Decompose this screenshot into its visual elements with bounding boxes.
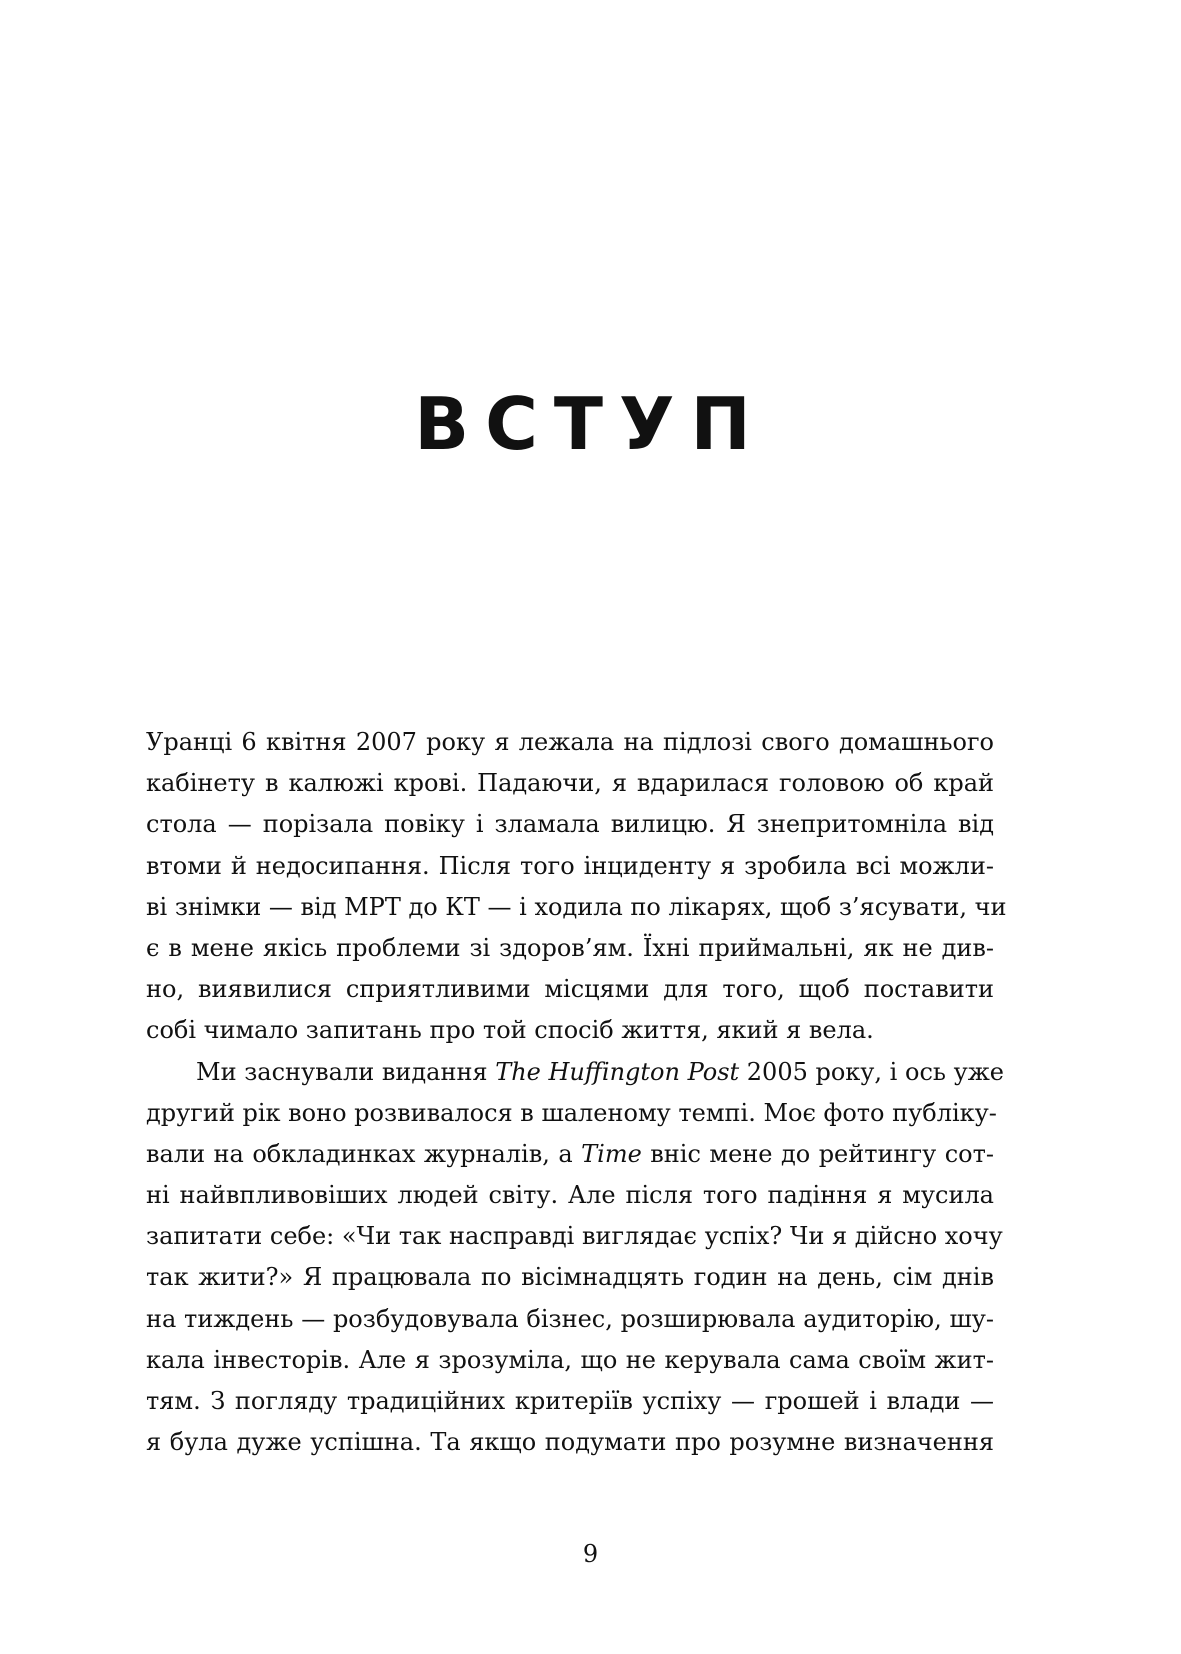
text-line: на тиждень — розбудовувала бізнес, розширювала аудиторію, шу- [146, 1304, 994, 1333]
page-number: 9 [582, 1540, 599, 1568]
text-line [146, 1134, 994, 1175]
text-run: 2005 року, і ось уже [739, 1057, 1004, 1086]
publication-title: Time [581, 1139, 642, 1168]
text-line: кабінету в калюжі крові. Падаючи, я вдарилася головою об край [146, 769, 994, 798]
text-line: стола — порізала повіку і зламала вилицю. Я знепритомніла від [146, 810, 994, 839]
text-line: собі чимало запитань про той спосіб життя, який я вела. [146, 1016, 874, 1045]
text-line: втоми й недосипання. Після того інциденту я зробила всі можли- [146, 851, 994, 880]
text-line: запитати себе: «Чи так насправді виглядає успіх? Чи я дійсно хочу [146, 1222, 1003, 1251]
text-run: вали на обкладинках журналів, а [146, 1139, 582, 1168]
text-line: є в мене якісь проблеми зі здоров’ям. Їхні приймальні, як не див- [146, 933, 994, 962]
text-run: Ми заснували видання [196, 1057, 496, 1086]
text-line: но, виявилися сприятливими місцями для того, щоб поставити [146, 975, 994, 1004]
text-line: кала інвесторів. Але я зрозуміла, що не керувала сама своїм жит- [146, 1345, 994, 1374]
paragraph-1 [146, 722, 1007, 1052]
text-run: вніс мене до рейтингу сот- [641, 1139, 994, 1168]
text-line: ві знімки — від МРТ до КТ — і ходила по лікарях, щоб з’ясувати, чи [146, 892, 1007, 921]
text-line: так жити?» Я працювала по вісімнадцять годин на день, сім днів [146, 1263, 994, 1292]
text-line [146, 1052, 1004, 1093]
text-line: ні найвпливовіших людей світу. Але після того падіння я мусила [146, 1181, 994, 1210]
text-line: тям. З погляду традиційних критеріїв успіху — грошей і влади — [146, 1387, 994, 1415]
text-line: я була дуже успішна. Та якщо подумати про розумне визначення [146, 1428, 994, 1457]
text-line: Уранці 6 квітня 2007 року я лежала на підлозі свого домашнього [146, 728, 994, 756]
chapter-title: ВСТУП [414, 382, 767, 466]
paragraph-2 [146, 1052, 1004, 1464]
text-line: другий рік воно розвивалося в шаленому темпі. Моє фото публіку- [146, 1098, 997, 1127]
publication-title: The Huffington Post [495, 1057, 740, 1086]
body-text [146, 722, 1007, 1463]
